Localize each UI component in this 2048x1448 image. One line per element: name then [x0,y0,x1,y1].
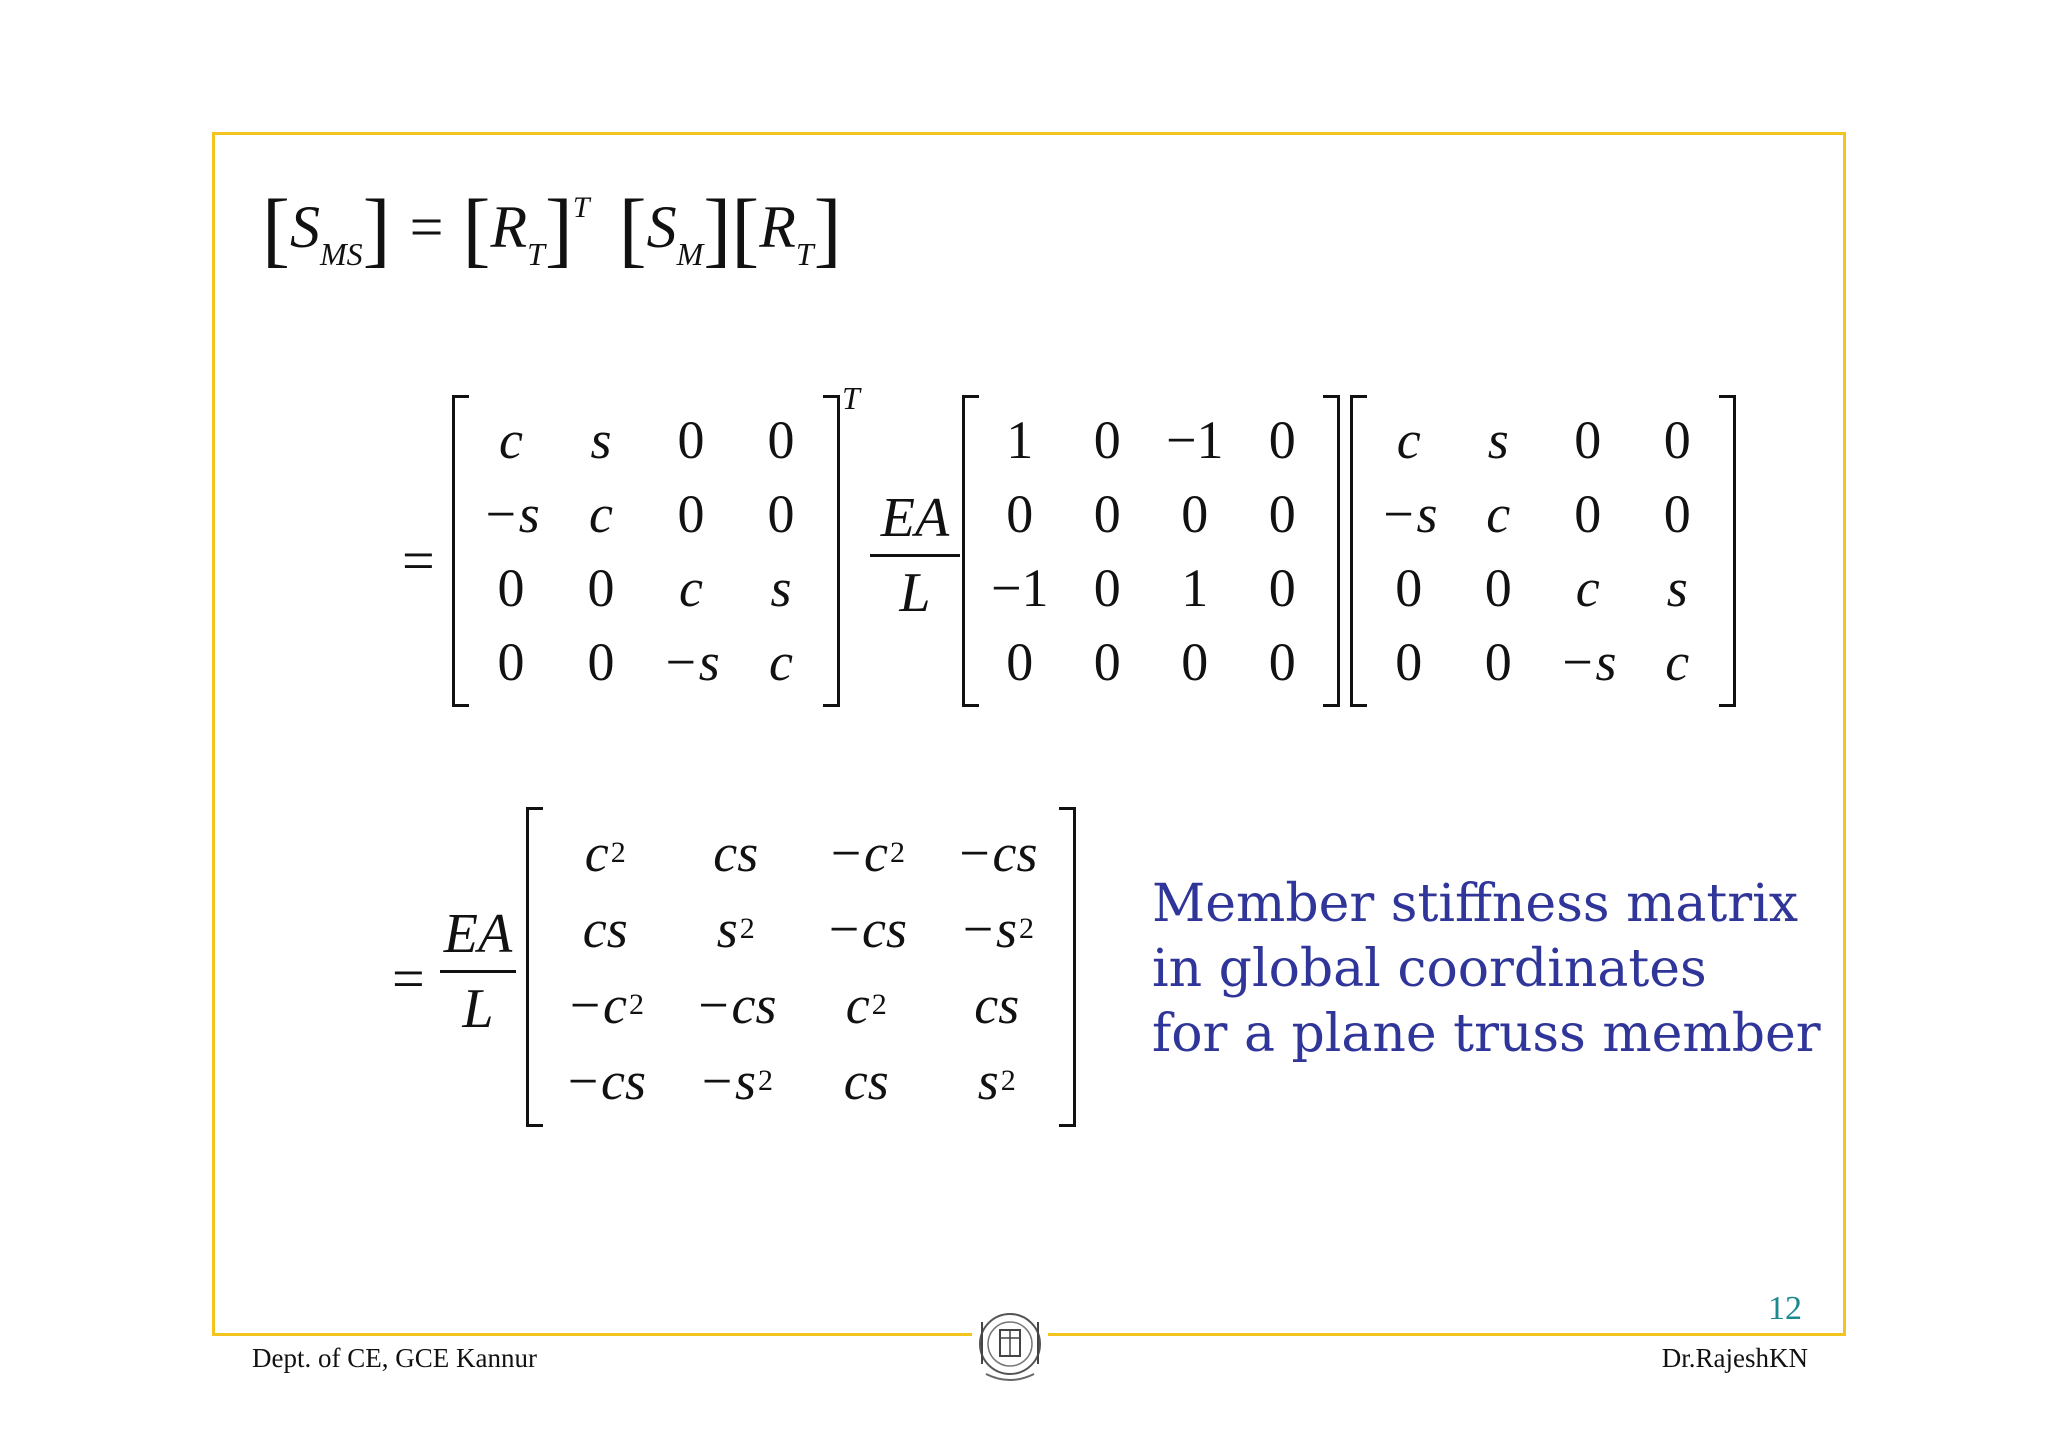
rt-cell: 0 [1484,632,1512,692]
member-stiffness-cell: 0 [1006,632,1034,692]
global-stiffness-cell: s 2 [716,899,755,959]
matrix-rt-transpose [452,395,840,707]
member-stiffness-cell: 0 [1268,484,1296,544]
rt-transpose-cell: 0 [587,558,615,618]
rt-cell: −s [1380,484,1438,544]
rt-transpose-cell: c [679,558,703,618]
member-stiffness-cell: 0 [1268,558,1296,618]
rt-cell: −s [1559,632,1617,692]
rt-cell: c [1396,410,1421,470]
matrix-rt [1350,395,1736,707]
college-emblem-icon [972,1308,1048,1388]
rt-cell: c [1575,558,1600,618]
rt-transpose-cell: −s [662,632,720,692]
global-stiffness-cell: cs [974,975,1020,1035]
member-stiffness-cell: 0 [1093,410,1121,470]
rt-cell: 0 [1663,410,1691,470]
rt-transpose-cell: s [770,558,792,618]
rt-cell: s [1487,410,1509,470]
rt-transpose-cell: 0 [677,484,705,544]
global-stiffness-cell: c 2 [584,823,626,883]
rt-cell: 0 [1484,558,1512,618]
matrix-member-stiffness [962,395,1340,707]
member-stiffness-cell: 0 [1268,632,1296,692]
rt-transpose-cell: s [590,410,612,470]
rt-transpose-cell: 0 [767,410,795,470]
rt-transpose-cell: c [769,632,793,692]
global-stiffness-cell: cs [713,823,759,883]
rt-transpose-cell: c [499,410,523,470]
global-stiffness-cell: −c 2 [827,823,905,883]
member-stiffness-cell: 0 [1093,484,1121,544]
rt-transpose-cell: 0 [497,558,525,618]
global-stiffness-cell: cs [582,899,628,959]
page-number: 12 [1768,1290,1802,1327]
member-stiffness-cell: 0 [1181,484,1209,544]
global-stiffness-cell: −s 2 [959,899,1034,959]
rt-transpose-cell: 0 [767,484,795,544]
member-stiffness-cell: 1 [1181,558,1209,618]
eq3-equals: = [392,946,425,1011]
global-stiffness-cell: c 2 [845,975,887,1035]
rt-transpose-cell: c [589,484,613,544]
member-stiffness-cell: −1 [1166,410,1224,470]
global-stiffness-cell: −cs [825,899,907,959]
global-stiffness-cell: cs [843,1051,889,1111]
rt-cell: 0 [1574,410,1602,470]
global-stiffness-cell: s 2 [977,1051,1016,1111]
rt-cell: 0 [1395,632,1423,692]
matrix-global-stiffness [526,807,1076,1127]
eq1-lhs: S [289,194,320,260]
footer-author: Dr.RajeshKN [1661,1343,1808,1373]
rt-cell: 0 [1574,484,1602,544]
member-stiffness-cell: 0 [1006,484,1034,544]
rt-cell: 0 [1663,484,1691,544]
rt-transpose-cell: 0 [677,410,705,470]
caption-line-1: Member stiffness matrix [1152,874,1799,934]
transpose-superscript: T [842,380,860,416]
eq2-equals: = [402,528,435,593]
eq1-equals: = [409,194,444,260]
eq2-fraction: EA L [870,490,960,621]
caption-text [1152,872,1821,1067]
member-stiffness-cell: 0 [1181,632,1209,692]
member-stiffness-cell: 1 [1006,410,1034,470]
caption-line-3: for a plane truss member [1152,1004,1821,1064]
slide-frame [212,132,1846,1336]
rt-transpose-cell: 0 [497,632,525,692]
eq3-fraction: EA L [440,906,516,1037]
rt-cell: 0 [1395,558,1423,618]
member-stiffness-cell: 0 [1093,558,1121,618]
global-stiffness-cell: −cs [564,1051,646,1111]
global-stiffness-cell: −cs [695,975,777,1035]
rt-cell: c [1665,632,1690,692]
global-stiffness-cell: −c 2 [566,975,644,1035]
equation-transform: $[S_{MS}] = [R_T]^T$ $[S_M][R_T]$ [262,183,842,276]
member-stiffness-cell: −1 [991,558,1049,618]
member-stiffness-cell: 0 [1268,410,1296,470]
rt-transpose-cell: −s [482,484,540,544]
rt-cell: c [1486,484,1511,544]
footer-department: Dept. of CE, GCE Kannur [252,1343,537,1373]
global-stiffness-cell: −cs [956,823,1038,883]
global-stiffness-cell: −s 2 [698,1051,773,1111]
caption-line-2: in global coordinates [1152,939,1707,999]
rt-cell: s [1666,558,1688,618]
rt-transpose-cell: 0 [587,632,615,692]
member-stiffness-cell: 0 [1093,632,1121,692]
